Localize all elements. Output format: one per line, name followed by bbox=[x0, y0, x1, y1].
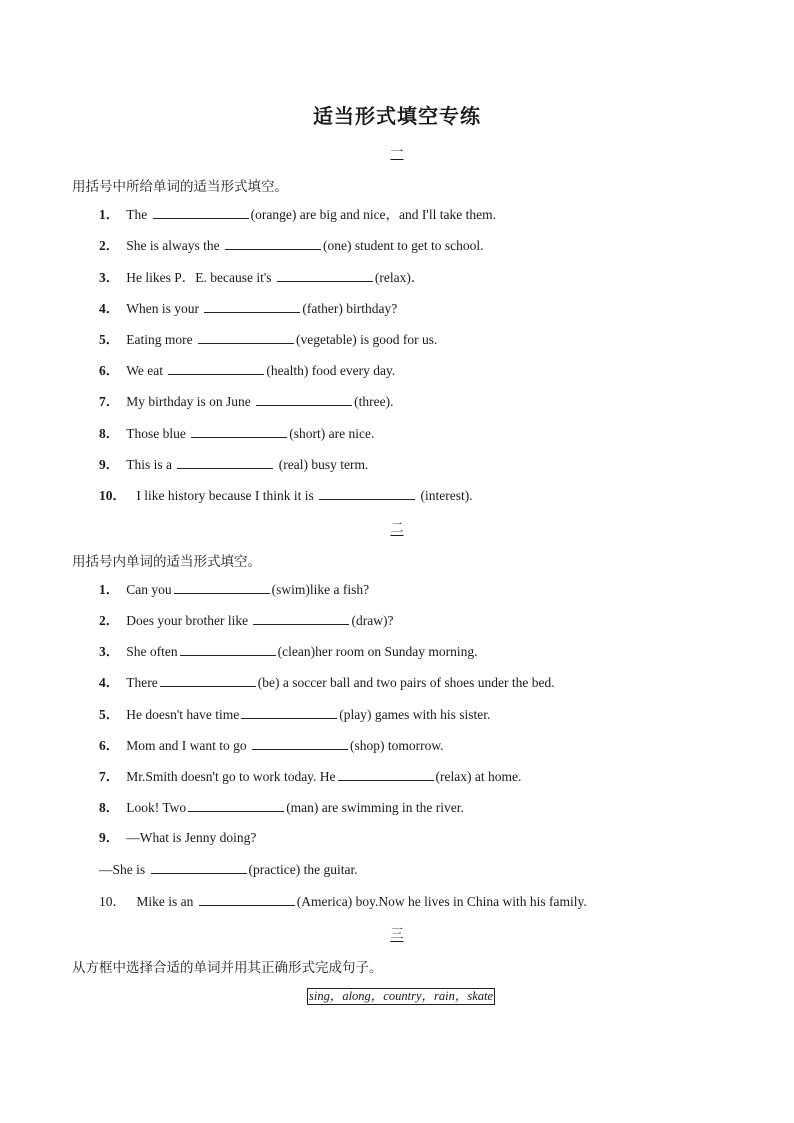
answer-blank[interactable] bbox=[338, 768, 434, 781]
answer-blank[interactable] bbox=[174, 581, 270, 594]
answer-blank[interactable] bbox=[188, 799, 284, 812]
section-1-instruction: 用括号中所给单词的适当形式填空。 bbox=[72, 179, 288, 195]
answer-blank[interactable] bbox=[241, 706, 337, 719]
question-line: 10． Mike is an (America) boy.Now he lives in China with his family. bbox=[99, 894, 587, 909]
answer-blank[interactable] bbox=[253, 612, 349, 625]
question-line: 4． When is your (father) birthday? bbox=[99, 301, 398, 316]
answer-blank[interactable] bbox=[151, 861, 247, 874]
question-line: 4． There (be) a soccer ball and two pairs of shoes under the bed. bbox=[99, 675, 555, 690]
answer-blank[interactable] bbox=[180, 643, 276, 656]
page-title: 适当形式填空专练 bbox=[313, 104, 481, 128]
answer-blank[interactable] bbox=[204, 300, 300, 313]
question-line: 1． The (orange) are big and nice，and I'll take them. bbox=[99, 207, 496, 222]
question-line: 3． He likes P．E. because it's (relax)． bbox=[99, 270, 425, 285]
answer-blank[interactable] bbox=[160, 674, 256, 687]
question-line: —She is (practice) the guitar. bbox=[99, 862, 358, 877]
answer-blank[interactable] bbox=[168, 362, 264, 375]
answer-blank[interactable] bbox=[225, 237, 321, 250]
question-line: 8． Look! Two (man) are swimming in the river. bbox=[99, 800, 464, 815]
answer-blank[interactable] bbox=[252, 737, 348, 750]
question-line: 7． Mr.Smith doesn't go to work today. He (relax) at home. bbox=[99, 769, 522, 784]
section-2-mark: 二 bbox=[390, 521, 404, 536]
question-line: 5． He doesn't have time (play) games with his sister. bbox=[99, 707, 491, 722]
section-3-mark: 三 bbox=[390, 927, 404, 942]
question-line: 1． Can you (swim)like a fish? bbox=[99, 582, 370, 597]
question-line: 2． Does your brother like (draw)? bbox=[99, 613, 394, 628]
answer-blank[interactable] bbox=[199, 893, 295, 906]
answer-blank[interactable] bbox=[319, 487, 415, 500]
question-line: 3． She often (clean)her room on Sunday morning. bbox=[99, 644, 478, 659]
question-line: 2． She is always the (one) student to get to school. bbox=[99, 238, 484, 253]
question-line: 8． Those blue (short) are nice. bbox=[99, 426, 375, 441]
question-line: 6． We eat (health) food every day. bbox=[99, 363, 396, 378]
question-line: 7． My birthday is on June (three). bbox=[99, 394, 394, 409]
question-line: 5． Eating more (vegetable) is good for us. bbox=[99, 332, 438, 347]
section-2-instruction: 用括号内单词的适当形式填空。 bbox=[72, 554, 261, 570]
answer-blank[interactable] bbox=[177, 456, 273, 469]
answer-blank[interactable] bbox=[198, 331, 294, 344]
question-line: 9． —What is Jenny doing? bbox=[99, 830, 257, 845]
question-line: 6． Mom and I want to go (shop) tomorrow. bbox=[99, 738, 444, 753]
section-1-mark: 一 bbox=[390, 145, 404, 160]
section-3-instruction: 从方框中选择合适的单词并用其正确形式完成句子。 bbox=[72, 960, 383, 976]
question-line: 9． This is a (real) busy term. bbox=[99, 457, 369, 472]
question-line: 10． I like history because I think it is (interest). bbox=[99, 488, 473, 503]
answer-blank[interactable] bbox=[256, 393, 352, 406]
word-box: sing，along，country，rain，skate bbox=[309, 989, 494, 1003]
answer-blank[interactable] bbox=[153, 206, 249, 219]
answer-blank[interactable] bbox=[277, 269, 373, 282]
answer-blank[interactable] bbox=[191, 425, 287, 438]
